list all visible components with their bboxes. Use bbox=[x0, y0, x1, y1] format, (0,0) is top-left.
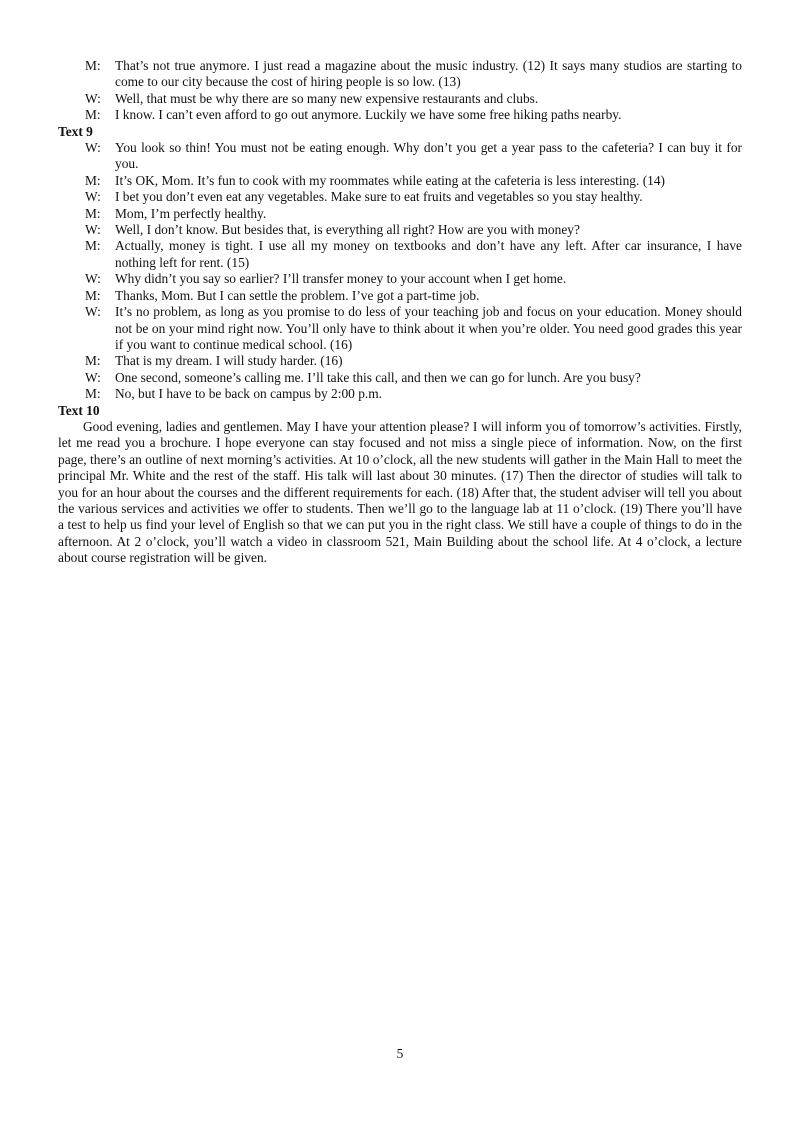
dialogue-turn bbox=[58, 353, 742, 369]
speaker-label: M: bbox=[85, 238, 101, 254]
utterance-text: One second, someone’s calling me. I’ll take this call, and then we can go for lunch. Are you busy? bbox=[115, 369, 641, 385]
speaker-label: W: bbox=[85, 369, 101, 385]
dialogue-turn bbox=[58, 140, 742, 173]
dialogue-turn bbox=[58, 370, 742, 386]
utterance-text: Actually, money is tight. I use all my money on textbooks and don’t have any left. After car insurance, I have nothing left for rent. (15) bbox=[115, 238, 742, 270]
speaker-label: M: bbox=[85, 205, 101, 221]
speaker-label: W: bbox=[85, 271, 101, 287]
utterance-text: I know. I can’t even afford to go out anymore. Luckily we have some free hiking paths nearby. bbox=[115, 107, 622, 123]
utterance-text: No, but I have to be back on campus by 2:00 p.m. bbox=[115, 386, 383, 402]
text10-heading: Text 10 bbox=[58, 402, 100, 418]
speaker-label: M: bbox=[85, 386, 101, 402]
dialogue-turn bbox=[58, 304, 742, 353]
utterance-text: That is my dream. I will study harder. (16) bbox=[115, 353, 343, 369]
speaker-label: W: bbox=[85, 304, 101, 320]
speaker-label: W: bbox=[85, 90, 101, 106]
dialogue-turn bbox=[58, 222, 742, 238]
utterance-text: It’s no problem, as long as you promise to do less of your teaching job and focus on your education. Money should not be on your mind right now. You’ll only have to think about it when you’re older. You need good grades this year if you want to continue medical school. (16) bbox=[115, 304, 742, 352]
dialogue-turn bbox=[58, 58, 742, 91]
dialogue-prev bbox=[58, 58, 742, 124]
speaker-label: W: bbox=[85, 189, 101, 205]
utterance-text: Well, that must be why there are so many new expensive restaurants and clubs. bbox=[115, 90, 539, 106]
speaker-label: M: bbox=[85, 107, 101, 123]
dialogue-turn bbox=[58, 206, 742, 222]
text10-paragraph: Good evening, ladies and gentlemen. May I have your attention please? I will inform you of tomorrow’s activities. Firstly, let me read you a brochure. I hope everyone can stay focused and not miss a single piece of information. Now, on the first page, there’s an outline of next morning’s activities. At 10 o’clock, all the new students will gather in the Main Hall to meet the principal Mr. White and the rest of the staff. His talk will last about 30 minutes. (17) Then the director of studies will talk to you for an hour about the courses and the different requirements for each. (18) After that, the student adviser will tell you about the various services and activities we offer to students. Then we’ll go to the language lab at 11 o’clock. (19) There you’ll have a test to help us find your level of English so that we can put you in the right class. We still have a couple of things to do in the afternoon. At 2 o’clock, you’ll watch a video in classroom 521, Main Building about the school life. At 4 o’clock, a lecture about course registration will be given. bbox=[58, 418, 742, 566]
dialogue-text9 bbox=[58, 140, 742, 403]
utterance-text: Why didn’t you say so earlier? I’ll transfer money to your account when I get home. bbox=[115, 271, 567, 287]
speaker-label: M: bbox=[85, 287, 101, 303]
utterance-text: Well, I don’t know. But besides that, is everything all right? How are you with money? bbox=[115, 222, 580, 238]
dialogue-turn bbox=[58, 386, 742, 402]
utterance-text: Mom, I’m perfectly healthy. bbox=[115, 205, 267, 221]
dialogue-turn bbox=[58, 288, 742, 304]
speaker-label: M: bbox=[85, 58, 101, 73]
utterance-text: That’s not true anymore. I just read a magazine about the music industry. (12) It says many studios are starting to come to our city because the cost of hiring people is so low. (13) bbox=[115, 58, 742, 90]
dialogue-turn bbox=[58, 107, 742, 123]
speaker-label: M: bbox=[85, 172, 101, 188]
utterance-text: You look so thin! You must not be eating enough. Why don’t you get a year pass to the cafeteria? I can buy it for you. bbox=[115, 140, 742, 172]
dialogue-turn bbox=[58, 271, 742, 287]
speaker-label: W: bbox=[85, 140, 101, 156]
document-body bbox=[58, 58, 742, 567]
utterance-text: It’s OK, Mom. It’s fun to cook with my roommates while eating at the cafeteria is less interesting. (14) bbox=[115, 172, 666, 188]
utterance-text: I bet you don’t even eat any vegetables. Make sure to eat fruits and vegetables so you stay healthy. bbox=[115, 189, 643, 205]
speaker-label: W: bbox=[85, 222, 101, 238]
speaker-label: M: bbox=[85, 353, 101, 369]
dialogue-turn bbox=[58, 91, 742, 107]
utterance-text: Thanks, Mom. But I can settle the problem. I’ve got a part-time job. bbox=[115, 287, 480, 303]
page-number: 5 bbox=[396, 1046, 404, 1061]
dialogue-turn bbox=[58, 238, 742, 271]
dialogue-turn bbox=[58, 173, 742, 189]
dialogue-turn bbox=[58, 189, 742, 205]
text9-heading: Text 9 bbox=[58, 123, 93, 139]
